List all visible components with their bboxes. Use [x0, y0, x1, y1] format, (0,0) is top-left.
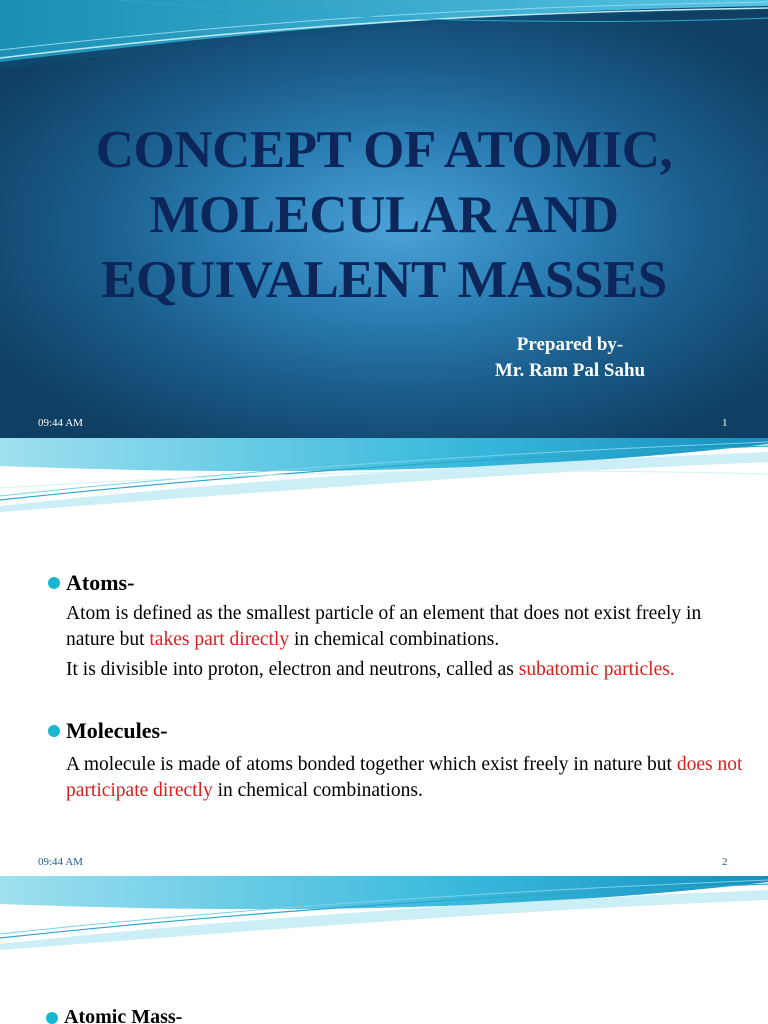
author-block — [470, 332, 670, 384]
wave-decoration — [0, 438, 768, 518]
bullet-icon — [48, 725, 60, 737]
slide-time: 09:44 AM — [38, 417, 83, 429]
slide-3 — [0, 876, 768, 1024]
highlight-text: takes part directly — [149, 629, 290, 650]
bullet-icon — [46, 1012, 58, 1024]
slide-1 — [0, 0, 768, 438]
bullet-molecules — [48, 718, 167, 744]
atoms-text: in chemical combinations. — [289, 629, 500, 650]
slide-2 — [0, 438, 768, 876]
highlight-text: does not participate directly — [66, 754, 743, 801]
slide-number: 2 — [722, 856, 728, 868]
wave-decoration — [0, 0, 768, 80]
slide-title: CONCEPT OF ATOMIC, MOLECULAR AND EQUIVALENT MASSES — [95, 121, 673, 309]
wave-decoration — [0, 876, 768, 956]
atoms-paragraph-1 — [66, 601, 706, 653]
prepared-by-label: Prepared by- — [516, 334, 624, 355]
bullet-icon — [48, 577, 60, 589]
atoms-paragraph-2 — [66, 657, 696, 683]
bullet-atomic-mass — [46, 1006, 182, 1024]
atoms-text: Atom is defined as the smallest particle of an element that does not exist freely in nature but — [66, 603, 702, 650]
molecules-paragraph — [66, 752, 746, 804]
author-name: Mr. Ram Pal Sahu — [494, 360, 646, 381]
bullet-atoms — [48, 570, 134, 596]
molecules-text: in chemical combinations. — [212, 780, 423, 801]
slide-number: 1 — [722, 417, 728, 429]
slide-time: 09:44 AM — [38, 856, 83, 868]
atomic-mass-heading: Atomic Mass- — [64, 1006, 183, 1024]
atoms-text: It is divisible into proton, electron and neutrons, called as — [66, 659, 519, 680]
atoms-heading: Atoms- — [66, 570, 135, 595]
molecules-heading: Molecules- — [66, 718, 168, 743]
molecules-text: A molecule is made of atoms bonded together which exist freely in nature but — [66, 754, 677, 775]
highlight-text: subatomic particles. — [518, 659, 675, 680]
